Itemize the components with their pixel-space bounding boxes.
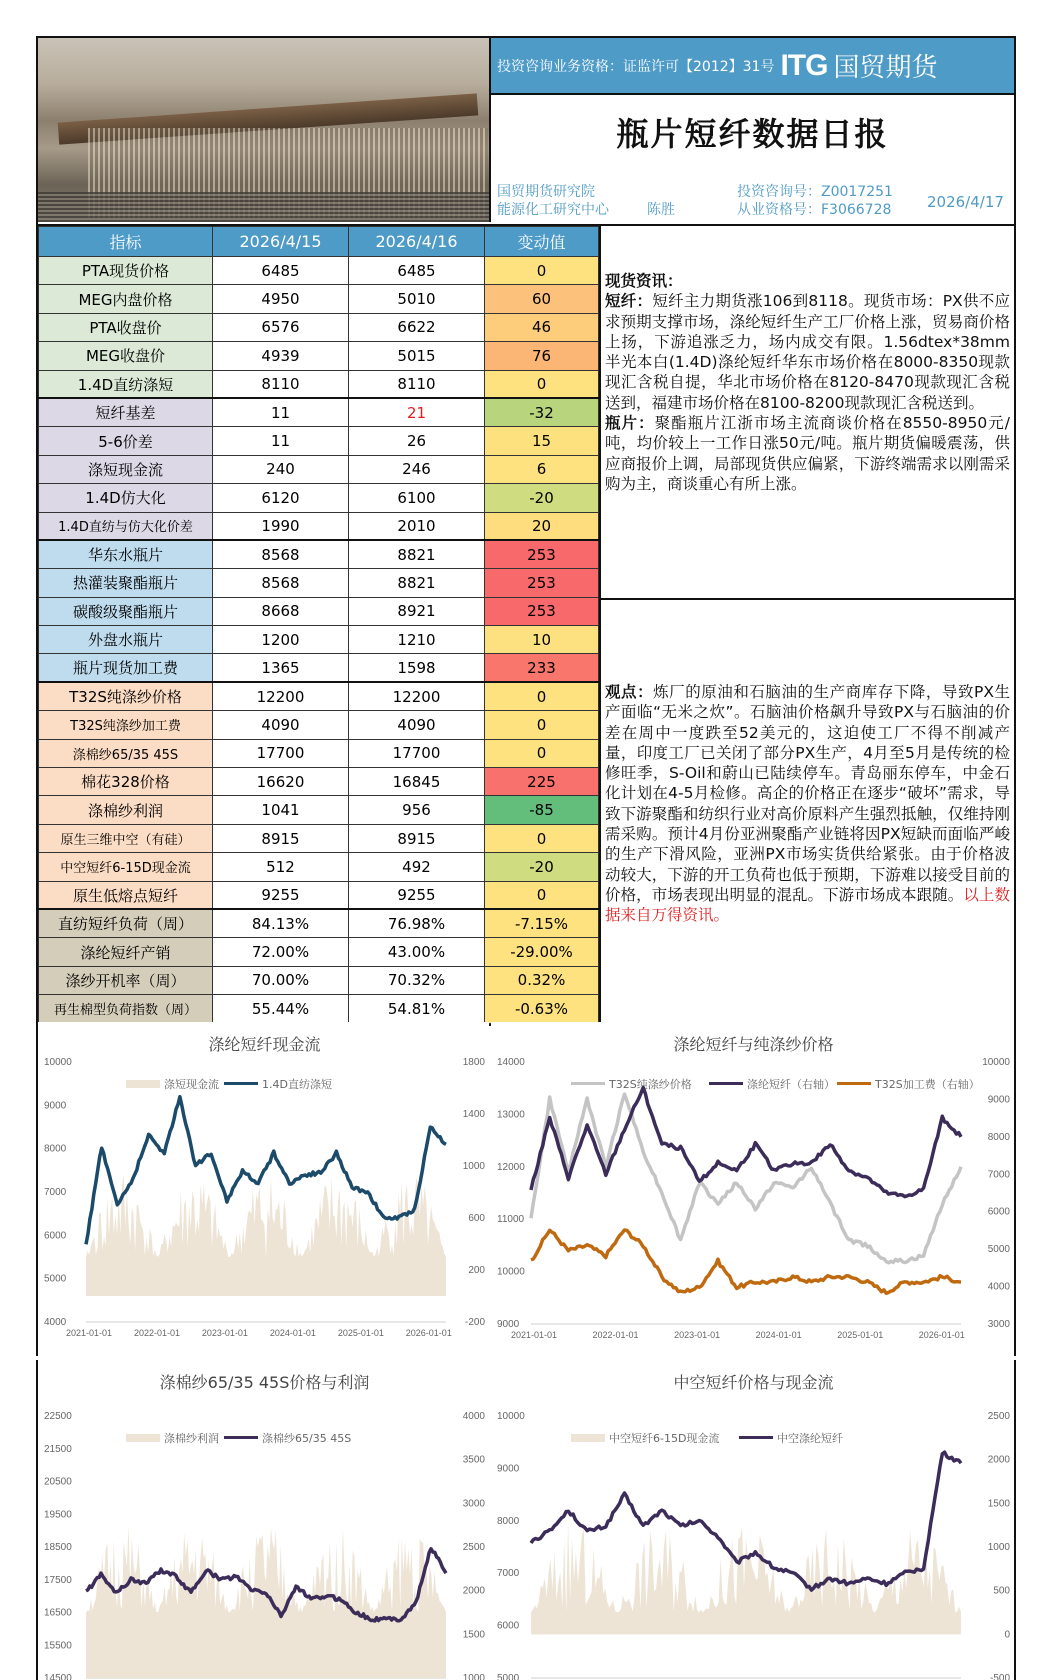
value-date1: 8568 xyxy=(213,540,349,568)
indicator-label: 涤纶短纤产销 xyxy=(39,938,213,966)
col-header-change: 变动值 xyxy=(485,227,599,257)
svg-text:22500: 22500 xyxy=(44,1411,72,1422)
indicator-label: 涤棉纱65/35 45S xyxy=(39,739,213,767)
svg-text:4000: 4000 xyxy=(44,1317,67,1328)
svg-text:8000: 8000 xyxy=(497,1515,520,1527)
license-number: 从业资格号：F3066728 xyxy=(737,202,892,218)
table-row xyxy=(39,512,599,540)
value-date2: 4090 xyxy=(349,711,485,739)
change-value: 0 xyxy=(485,824,599,852)
value-date1: 8568 xyxy=(213,569,349,597)
svg-text:2021-01-01: 2021-01-01 xyxy=(510,1330,558,1340)
change-value: 6 xyxy=(485,455,599,483)
svg-text:10000: 10000 xyxy=(44,1057,72,1068)
table-row xyxy=(39,739,599,767)
value-date1: 11 xyxy=(213,398,349,426)
svg-text:2500: 2500 xyxy=(462,1542,485,1553)
svg-text:10000: 10000 xyxy=(497,1411,525,1422)
value-date2: 21 xyxy=(349,398,485,426)
value-date2: 1598 xyxy=(349,654,485,682)
value-date1: 9255 xyxy=(213,881,349,909)
table-row xyxy=(39,654,599,682)
svg-text:1500: 1500 xyxy=(987,1498,1010,1510)
col-header-date1: 2026/4/15 xyxy=(213,227,349,257)
table-row xyxy=(39,540,599,568)
table-row xyxy=(39,796,599,824)
chart-title: 中空短纤价格与现金流 xyxy=(673,1373,834,1392)
value-date1: 1365 xyxy=(213,654,349,682)
change-value: 0 xyxy=(485,257,599,285)
report-meta xyxy=(491,183,1014,219)
value-date1: 72.00% xyxy=(213,938,349,966)
brand-banner xyxy=(491,38,1014,95)
value-date1: 8668 xyxy=(213,597,349,625)
value-date2: 54.81% xyxy=(349,995,485,1023)
indicator-label: 中空短纤6-15D现金流 xyxy=(39,853,213,881)
svg-text:6000: 6000 xyxy=(44,1230,67,1242)
report-title: 瓶片短纤数据日报 xyxy=(616,115,889,153)
indicator-label: 1.4D直纺与仿大化价差 xyxy=(39,512,213,540)
value-date1: 6576 xyxy=(213,313,349,341)
value-date1: 11 xyxy=(213,427,349,455)
value-date2: 8915 xyxy=(349,824,485,852)
change-value: 20 xyxy=(485,512,599,540)
value-date1: 1041 xyxy=(213,796,349,824)
chip-text: 聚酯瓶片江浙市场主流商谈价格在8550-8950元/吨，均价较上一工作日涨50元/吨。瓶片期货偏暖震荡，供应商报价上调，局部现货供应偏紧，下游终端需求以刚需采购为主，商谈重心有所上涨。 xyxy=(605,414,1010,493)
value-date2: 8110 xyxy=(349,370,485,398)
institute: 国贸期货研究院 xyxy=(497,184,595,200)
value-date2: 43.00% xyxy=(349,938,485,966)
svg-text:3000: 3000 xyxy=(462,1498,485,1510)
chart-tc-yarn-profit xyxy=(36,1360,489,1680)
change-value: -29.00% xyxy=(485,938,599,966)
value-date1: 8110 xyxy=(213,370,349,398)
change-value: -20 xyxy=(485,853,599,881)
value-date2: 76.98% xyxy=(349,909,485,937)
svg-text:6000: 6000 xyxy=(987,1206,1010,1218)
change-value: 253 xyxy=(485,597,599,625)
svg-text:8000: 8000 xyxy=(987,1131,1010,1143)
indicator-label: 1.4D直纺涤短 xyxy=(39,370,213,398)
svg-text:10000: 10000 xyxy=(497,1266,525,1278)
value-date2: 2010 xyxy=(349,512,485,540)
table-row xyxy=(39,370,599,398)
svg-text:21500: 21500 xyxy=(44,1443,72,1455)
svg-text:5000: 5000 xyxy=(44,1273,67,1285)
indicator-label: 棉花328价格 xyxy=(39,768,213,796)
svg-text:7000: 7000 xyxy=(497,1568,520,1580)
change-value: 0 xyxy=(485,370,599,398)
svg-text:1800: 1800 xyxy=(462,1057,485,1068)
value-date1: 1990 xyxy=(213,512,349,540)
svg-text:1400: 1400 xyxy=(462,1109,485,1120)
svg-text:4000: 4000 xyxy=(462,1411,485,1422)
indicator-label: 涤短现金流 xyxy=(39,455,213,483)
value-date2: 16845 xyxy=(349,768,485,796)
svg-text:2500: 2500 xyxy=(987,1411,1010,1422)
loom-photo xyxy=(38,38,491,222)
table-row xyxy=(39,938,599,966)
change-value: 233 xyxy=(485,654,599,682)
svg-text:3000: 3000 xyxy=(987,1319,1010,1330)
value-date2: 17700 xyxy=(349,739,485,767)
report-date: 2026/4/17 xyxy=(927,193,1004,211)
psf-label: 短纤： xyxy=(605,292,653,311)
table-row xyxy=(39,313,599,341)
change-value: 0 xyxy=(485,682,599,710)
table-row xyxy=(39,455,599,483)
value-date1: 12200 xyxy=(213,682,349,710)
svg-text:2025-01-01: 2025-01-01 xyxy=(837,1330,884,1340)
value-date1: 16620 xyxy=(213,768,349,796)
change-value: -7.15% xyxy=(485,909,599,937)
table-row xyxy=(39,484,599,512)
indicator-label: 1.4D仿大化 xyxy=(39,484,213,512)
value-date1: 70.00% xyxy=(213,966,349,994)
indicator-label: 直纺短纤负荷（周） xyxy=(39,909,213,937)
indicator-label: T32S纯涤纱价格 xyxy=(39,682,213,710)
svg-text:T32S纯涤纱价格: T32S纯涤纱价格 xyxy=(609,1078,692,1091)
table-row xyxy=(39,427,599,455)
svg-text:3500: 3500 xyxy=(462,1454,485,1466)
svg-text:17500: 17500 xyxy=(44,1574,72,1586)
value-date1: 17700 xyxy=(213,739,349,767)
value-date2: 246 xyxy=(349,455,485,483)
svg-text:6000: 6000 xyxy=(497,1620,520,1632)
value-date2: 5010 xyxy=(349,285,485,313)
svg-text:2000: 2000 xyxy=(462,1585,485,1597)
consult-number: 投资咨询号：Z0017251 xyxy=(737,184,893,200)
svg-text:5000: 5000 xyxy=(497,1673,520,1680)
table-row xyxy=(39,257,599,285)
table-row xyxy=(39,711,599,739)
indicator-label: 热灌装聚酯瓶片 xyxy=(39,569,213,597)
chart-hollow-psf xyxy=(491,1360,1016,1680)
indicator-label: 外盘水瓶片 xyxy=(39,626,213,654)
value-date1: 240 xyxy=(213,455,349,483)
value-date1: 8915 xyxy=(213,824,349,852)
table-row xyxy=(39,569,599,597)
view-label: 观点： xyxy=(605,683,654,701)
svg-text:10000: 10000 xyxy=(982,1057,1010,1068)
change-value: -0.63% xyxy=(485,995,599,1023)
svg-text:1000: 1000 xyxy=(987,1542,1010,1553)
svg-text:1500: 1500 xyxy=(462,1629,485,1641)
view-text: 炼厂的原油和石脑油的生产商库存下降，导致PX生产面临“无米之炊”。石脑油价格飙升导致PX与石脑油的价差在周中一度跌至52美元的，这迫使工厂不得不削减产量，印度工厂已关闭了部分PX生产，4月至5月是传统的检修旺季，S-Oil和蔚山已陆续停车。青岛丽东停车，中金石化计划在4-5月检修。高企的价格正在逐步“破坏”需求，导致下游聚酯和纺织行业对高价原料产生强烈抵触，仅维持刚需采购。预计4月份亚洲聚酯产业链将因PX短缺而面临严峻的生产下滑风险，亚洲PX市场实货供给紧张。由于价格波动较大，下游的开工负荷也低于预期，下游难以接受目前的价格，市场表现出明显的混乱。下游市场成本跟随。 xyxy=(605,683,1010,904)
table-row xyxy=(39,966,599,994)
indicator-label: 涤纱开机率（周） xyxy=(39,966,213,994)
svg-text:T32S加工费（右轴）: T32S加工费（右轴） xyxy=(875,1078,980,1091)
indicator-label: 华东水瓶片 xyxy=(39,540,213,568)
svg-text:9000: 9000 xyxy=(44,1100,67,1112)
value-date1: 4950 xyxy=(213,285,349,313)
value-date2: 8821 xyxy=(349,540,485,568)
chart-title: 涤棉纱65/35 45S价格与利润 xyxy=(159,1373,370,1392)
svg-text:2022-01-01: 2022-01-01 xyxy=(592,1330,639,1340)
change-value: -20 xyxy=(485,484,599,512)
svg-text:5000: 5000 xyxy=(987,1244,1010,1256)
itg-logo: ITG xyxy=(780,48,828,82)
svg-text:中空涤纶短纤: 中空涤纶短纤 xyxy=(777,1432,843,1445)
svg-text:12000: 12000 xyxy=(497,1161,525,1173)
research-center: 能源化工研究中心 xyxy=(497,202,609,218)
indicator-table xyxy=(38,226,599,1024)
svg-text:9000: 9000 xyxy=(497,1463,520,1475)
svg-text:2023-01-01: 2023-01-01 xyxy=(201,1328,248,1338)
svg-text:2026-01-01: 2026-01-01 xyxy=(405,1328,452,1338)
svg-text:500: 500 xyxy=(993,1585,1010,1597)
svg-text:2026-01-01: 2026-01-01 xyxy=(918,1330,965,1340)
svg-text:2024-01-01: 2024-01-01 xyxy=(755,1330,802,1340)
indicator-label: 碳酸级聚酯瓶片 xyxy=(39,597,213,625)
svg-text:涤棉纱利润: 涤棉纱利润 xyxy=(164,1432,219,1445)
report-frame xyxy=(36,36,1016,1026)
svg-text:14000: 14000 xyxy=(497,1057,525,1068)
svg-text:2024-01-01: 2024-01-01 xyxy=(269,1328,316,1338)
svg-text:200: 200 xyxy=(468,1265,485,1276)
indicator-label: 原生三维中空（有硅） xyxy=(39,824,213,852)
table-row xyxy=(39,853,599,881)
svg-text:14500: 14500 xyxy=(44,1673,72,1680)
svg-text:13000: 13000 xyxy=(497,1109,525,1121)
table-row xyxy=(39,342,599,370)
indicator-label: 再生棉型负荷指数（周） xyxy=(39,995,213,1023)
svg-text:19500: 19500 xyxy=(44,1509,72,1521)
value-date2: 6622 xyxy=(349,313,485,341)
spot-news xyxy=(601,226,1014,600)
svg-text:16500: 16500 xyxy=(44,1607,72,1619)
company-name: 国贸期货 xyxy=(833,53,938,83)
col-header-indicator: 指标 xyxy=(39,227,213,257)
indicator-label: 5-6价差 xyxy=(39,427,213,455)
chip-label: 瓶片： xyxy=(605,414,655,433)
svg-text:涤纶短纤（右轴）: 涤纶短纤（右轴） xyxy=(747,1078,835,1091)
svg-text:8000: 8000 xyxy=(44,1143,67,1155)
svg-text:涤短现金流: 涤短现金流 xyxy=(164,1078,219,1091)
indicator-label: MEG内盘价格 xyxy=(39,285,213,313)
svg-text:2000: 2000 xyxy=(987,1454,1010,1466)
chart-title: 涤纶短纤现金流 xyxy=(208,1035,321,1054)
change-value: 225 xyxy=(485,768,599,796)
value-date2: 6485 xyxy=(349,257,485,285)
spot-heading: 现货资讯： xyxy=(605,272,683,290)
value-date1: 6485 xyxy=(213,257,349,285)
value-date1: 1200 xyxy=(213,626,349,654)
value-date2: 492 xyxy=(349,853,485,881)
psf-text: 短纤主力期货涨106到8118。现货市场：PX供不应求预期支撑市场，涤纶短纤生产工厂价格上涨，贸易商价格上扬，下游追涨乏力，场内成交有限。1.56dtex*38mm半光本白(1.4D)涤纶短纤华东市场价格在8000-8350现款现汇含税自提，华北市场价格在8120-8470现款现汇含税送到，福建市场价格在8100-8200现款现汇含税送到。 xyxy=(605,292,1010,412)
change-value: 76 xyxy=(485,342,599,370)
svg-text:2025-01-01: 2025-01-01 xyxy=(337,1328,384,1338)
table-row xyxy=(39,597,599,625)
table-row xyxy=(39,909,599,937)
chart-title: 涤纶短纤与纯涤纱价格 xyxy=(673,1035,834,1054)
svg-text:600: 600 xyxy=(468,1213,485,1224)
svg-text:2022-01-01: 2022-01-01 xyxy=(133,1328,180,1338)
change-value: -85 xyxy=(485,796,599,824)
value-date2: 8921 xyxy=(349,597,485,625)
indicator-label: 短纤基差 xyxy=(39,398,213,426)
value-date2: 26 xyxy=(349,427,485,455)
svg-text:1000: 1000 xyxy=(462,1161,485,1172)
svg-text:涤棉纱65/35 45S: 涤棉纱65/35 45S xyxy=(262,1432,352,1445)
svg-text:15500: 15500 xyxy=(44,1640,72,1652)
value-date1: 55.44% xyxy=(213,995,349,1023)
indicator-label: MEG收盘价 xyxy=(39,342,213,370)
svg-text:1000: 1000 xyxy=(462,1673,485,1680)
indicator-label: PTA收盘价 xyxy=(39,313,213,341)
change-value: 0.32% xyxy=(485,966,599,994)
svg-text:9000: 9000 xyxy=(987,1094,1010,1106)
change-value: 46 xyxy=(485,313,599,341)
change-value: 60 xyxy=(485,285,599,313)
analyst-name: 陈胜 xyxy=(647,202,675,218)
change-value: -32 xyxy=(485,398,599,426)
commentary-panel xyxy=(599,226,1014,1024)
table-row xyxy=(39,768,599,796)
change-value: 253 xyxy=(485,569,599,597)
svg-text:中空短纤6-15D现金流: 中空短纤6-15D现金流 xyxy=(609,1432,720,1445)
indicator-label: 原生低熔点短纤 xyxy=(39,881,213,909)
table-row xyxy=(39,398,599,426)
svg-text:4000: 4000 xyxy=(987,1281,1010,1293)
value-date2: 70.32% xyxy=(349,966,485,994)
svg-text:2021-01-01: 2021-01-01 xyxy=(65,1328,113,1338)
svg-text:9000: 9000 xyxy=(497,1319,520,1330)
chart-psf-cashflow xyxy=(36,1022,489,1356)
value-date1: 84.13% xyxy=(213,909,349,937)
indicator-label: 瓶片现货加工费 xyxy=(39,654,213,682)
value-date2: 12200 xyxy=(349,682,485,710)
indicator-label: PTA现货价格 xyxy=(39,257,213,285)
change-value: 0 xyxy=(485,711,599,739)
table-row xyxy=(39,824,599,852)
report-header xyxy=(38,38,1014,226)
col-header-date2: 2026/4/16 xyxy=(349,227,485,257)
market-view xyxy=(601,600,1014,1024)
table-row xyxy=(39,995,599,1023)
svg-text:0: 0 xyxy=(1004,1629,1010,1641)
change-value: 15 xyxy=(485,427,599,455)
value-date1: 6120 xyxy=(213,484,349,512)
value-date2: 1210 xyxy=(349,626,485,654)
svg-text:2023-01-01: 2023-01-01 xyxy=(674,1330,721,1340)
qualification-text: 投资咨询业务资格：证监许可【2012】31号 xyxy=(497,58,775,75)
value-date2: 5015 xyxy=(349,342,485,370)
indicator-label: T32S纯涤纱加工费 xyxy=(39,711,213,739)
change-value: 253 xyxy=(485,540,599,568)
value-date2: 9255 xyxy=(349,881,485,909)
svg-text:7000: 7000 xyxy=(44,1187,67,1198)
change-value: 10 xyxy=(485,626,599,654)
svg-text:20500: 20500 xyxy=(44,1476,72,1488)
value-date1: 512 xyxy=(213,853,349,881)
value-date2: 6100 xyxy=(349,484,485,512)
value-date1: 4939 xyxy=(213,342,349,370)
svg-text:11000: 11000 xyxy=(497,1214,525,1226)
svg-text:-200: -200 xyxy=(464,1317,485,1328)
source-note: 以上数据来自万得资讯。 xyxy=(605,885,1010,925)
change-value: 0 xyxy=(485,739,599,767)
value-date2: 956 xyxy=(349,796,485,824)
indicator-label: 涤棉纱利润 xyxy=(39,796,213,824)
value-date1: 4090 xyxy=(213,711,349,739)
chart-psf-vs-yarn xyxy=(491,1022,1016,1356)
svg-text:7000: 7000 xyxy=(987,1169,1010,1181)
svg-text:18500: 18500 xyxy=(44,1542,72,1553)
table-row xyxy=(39,626,599,654)
table-row xyxy=(39,285,599,313)
table-row xyxy=(39,881,599,909)
svg-text:1.4D直纺涤短: 1.4D直纺涤短 xyxy=(262,1078,332,1091)
change-value: 0 xyxy=(485,881,599,909)
svg-text:-500: -500 xyxy=(989,1673,1010,1680)
value-date2: 8821 xyxy=(349,569,485,597)
table-row xyxy=(39,682,599,710)
